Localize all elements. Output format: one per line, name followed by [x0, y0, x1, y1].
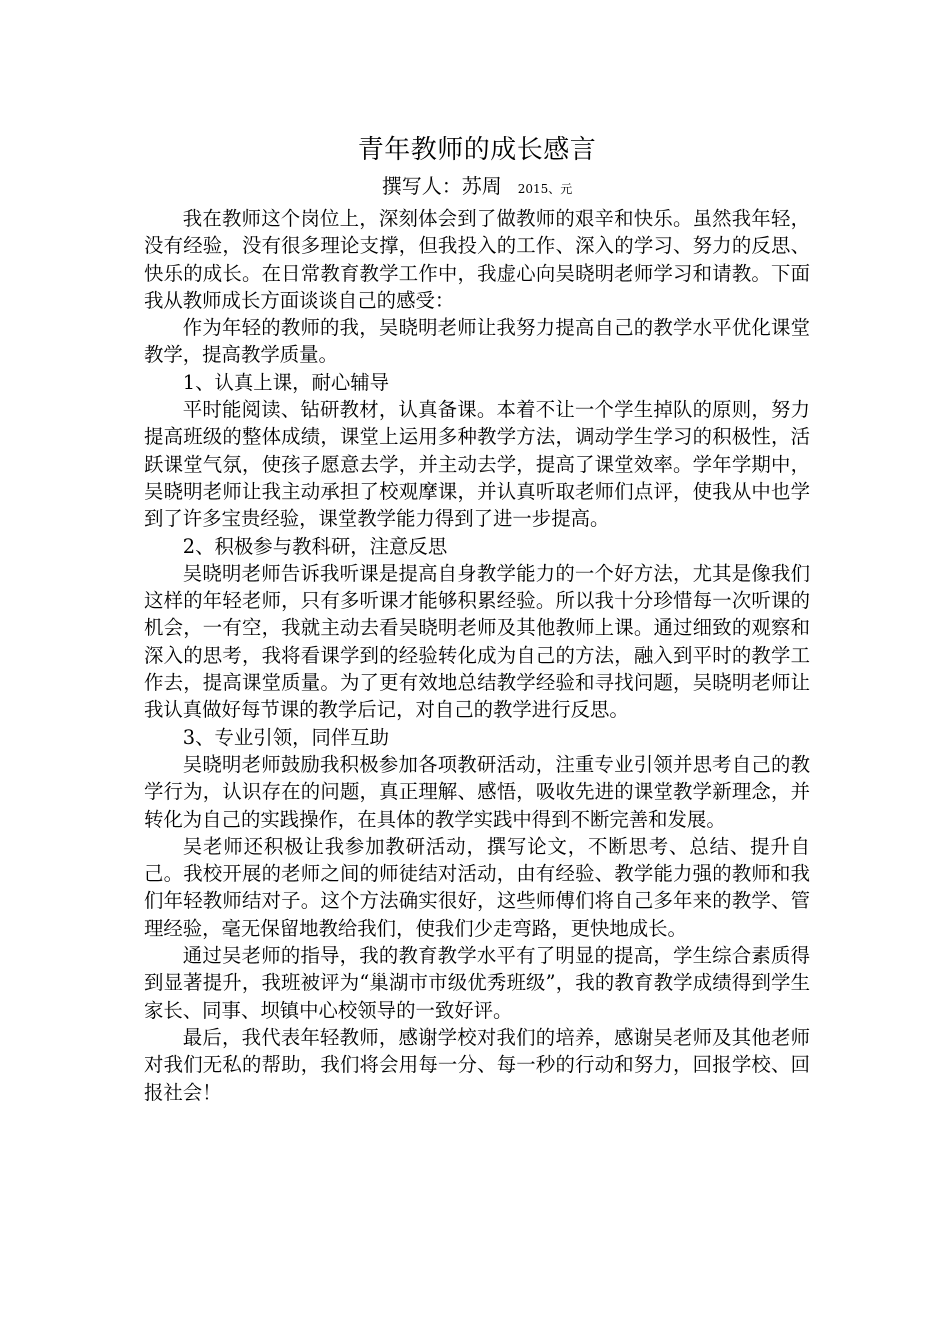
author-line: [144, 170, 810, 205]
paragraph-conclusion: 最后，我代表年轻教师，感谢学校对我们的培养，感谢吴老师及其他老师对我们无私的帮助，我们将会用每一分、每一秒的行动和努力，回报学校、回报社会！: [144, 1025, 810, 1104]
document-body: [144, 205, 810, 1106]
paragraph-goal: 作为年轻的教师的我，吴晓明老师让我努力提高自己的教学水平优化课堂教学，提高教学质量。: [144, 316, 810, 367]
paragraph-results: 通过吴老师的指导，我的教育教学水平有了明显的提高，学生综合素质得到显著提升，我班被评为“巢湖市市级优秀班级”，我的教育教学成绩得到学生家长、同事、坝镇中心校领导的一致好评。: [144, 944, 810, 1022]
author-label: 撰写人：苏周: [381, 174, 502, 198]
section-heading-1: 1、认真上课，耐心辅导: [182, 370, 390, 394]
document-date: 2015、元: [517, 182, 573, 196]
document-title: 青年教师的成长感言: [357, 135, 597, 165]
paragraph-section-2: 吴晓明老师告诉我听课是提高自身教学能力的一个好方法，尤其是像我们这样的年轻老师，只有多听课才能够积累经验。所以我十分珍惜每一次听课的机会，一有空，我就主动去看吴晓明老师及其他教师上课。通过细致的观察和深入的思考，我将看课学到的经验转化成为自己的方法，融入到平时的教学工作去，提高课堂质量。为了更有效地总结教学经验和寻找问题，吴晓明老师让我认真做好每节课的教学后记，对自己的教学进行反思。: [144, 561, 810, 722]
section-heading-2: 2、积极参与教科研，注意反思: [182, 534, 448, 558]
document-page: [144, 130, 810, 1106]
paragraph-intro: 我在教师这个岗位上，深刻体会到了做教师的艰辛和快乐。虽然我年轻，没有经验，没有很多理论支撑，但我投入的工作、深入的学习、努力的反思、快乐的成长。在日常教育教学工作中，我虚心向吴晓明老师学习和请教。下面我从教师成长方面谈谈自己的感受：: [144, 207, 810, 312]
paragraph-section-1: 平时能阅读、钻研教材，认真备课。本着不让一个学生掉队的原则，努力提高班级的整体成绩，课堂上运用多种教学方法，调动学生学习的积极性，活跃课堂气氛，使孩子愿意去学，并主动去学，提高了课堂效率。学年学期中，吴晓明老师让我主动承担了校观摩课，并认真听取老师们点评，使我从中也学到了许多宝贵经验，课堂教学能力得到了进一步提高。: [144, 398, 810, 531]
section-heading-3: 3、专业引领，同伴互助: [182, 725, 390, 749]
paragraph-section-3a: 吴晓明老师鼓励我积极参加各项教研活动，注重专业引领并思考自己的教学行为，认识存在的问题，真正理解、感悟，吸收先进的课堂教学新理念，并转化为自己的实践操作，在具体的教学实践中得到不断完善和发展。: [144, 752, 810, 831]
paragraph-section-3b: 吴老师还积极让我参加教研活动，撰写论文，不断思考、总结、提升自己。我校开展的老师之间的师徒结对活动，由有经验、教学能力强的教师和我们年轻教师结对子。这个方法确实很好，这些师傅们将自己多年来的教学、管理经验，毫无保留地教给我们，使我们少走弯路，更快地成长。: [144, 834, 810, 940]
